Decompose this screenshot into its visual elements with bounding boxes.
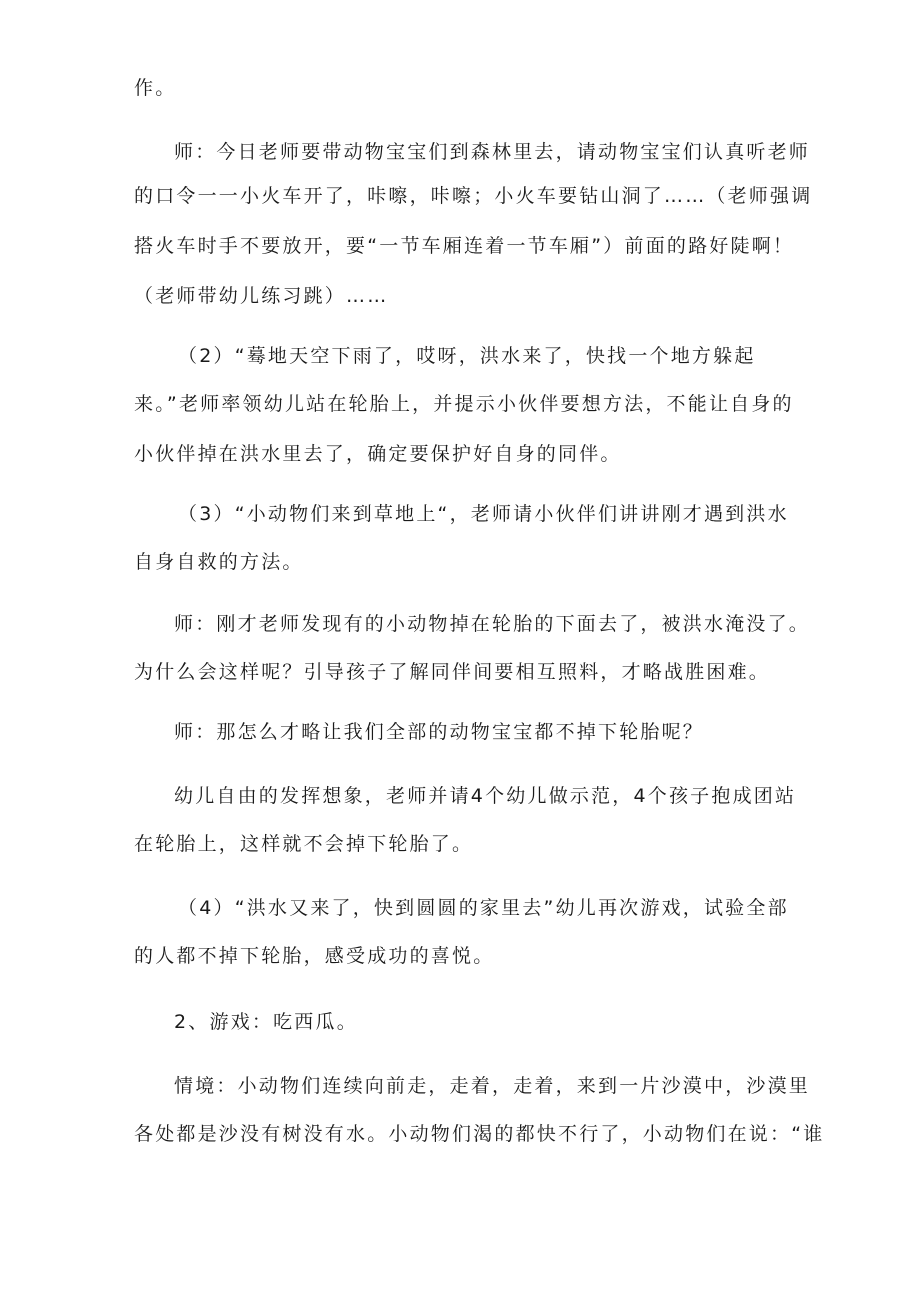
text-line-14: 幼儿自由的发挥想象，老师并请4个幼儿做示范，4个孩子抱成团站: [174, 785, 797, 807]
text-line-4: 搭火车时手不要放开，要“一节车厢连着一节车厢”）前面的路好陡啊！: [134, 235, 795, 257]
text-line-16: （4）“洪水又来了，快到圆圆的家里去”幼儿再次游戏，试验全部: [178, 897, 789, 919]
text-line-19: 情境：小动物们连续向前走，走着，走着，来到一片沙漠中，沙漠里: [174, 1075, 811, 1097]
text-line-8: 小伙伴掉在洪水里去了，确定要保护好自身的同伴。: [134, 443, 622, 465]
text-line-9: （3）“小动物们来到草地上“，老师请小伙伴们讲讲刚才遇到洪水: [178, 503, 789, 525]
text-line-15: 在轮胎上，这样就不会掉下轮胎了。: [134, 833, 474, 855]
text-line-12: 为什么会这样呢？引导孩子了解同伴间要相互照料，才略战胜困难。: [134, 661, 771, 683]
text-line-5: （老师带幼儿练习跳）……: [134, 285, 389, 307]
text-line-3: 的口令一一小火车开了，咔嚓，咔嚓；小火车要钻山洞了……（老师强调: [134, 185, 813, 207]
text-line-1: 作。: [134, 77, 177, 99]
text-line-7: 来。”老师率领幼儿站在轮胎上，并提示小伙伴要想方法，不能让自身的: [134, 393, 794, 415]
text-line-18: 2、游戏：吃西瓜。: [174, 1011, 358, 1033]
text-line-17: 的人都不掉下轮胎，感受成功的喜悦。: [134, 945, 495, 967]
text-line-10: 自身自救的方法。: [134, 551, 304, 573]
text-line-13: 师：那怎么才略让我们全部的动物宝宝都不掉下轮胎呢？: [174, 721, 705, 743]
text-line-20: 各处都是沙没有树没有水。小动物们渴的都快不行了，小动物们在说：“谁: [134, 1123, 825, 1145]
text-line-6: （2）“蓦地天空下雨了，哎呀，洪水来了，快找一个地方躲起: [178, 345, 756, 367]
text-line-2: 师：今日老师要带动物宝宝们到森林里去，请动物宝宝们认真听老师: [174, 141, 811, 163]
text-line-11: 师：刚才老师发现有的小动物掉在轮胎的下面去了，被洪水淹没了。: [174, 613, 811, 635]
